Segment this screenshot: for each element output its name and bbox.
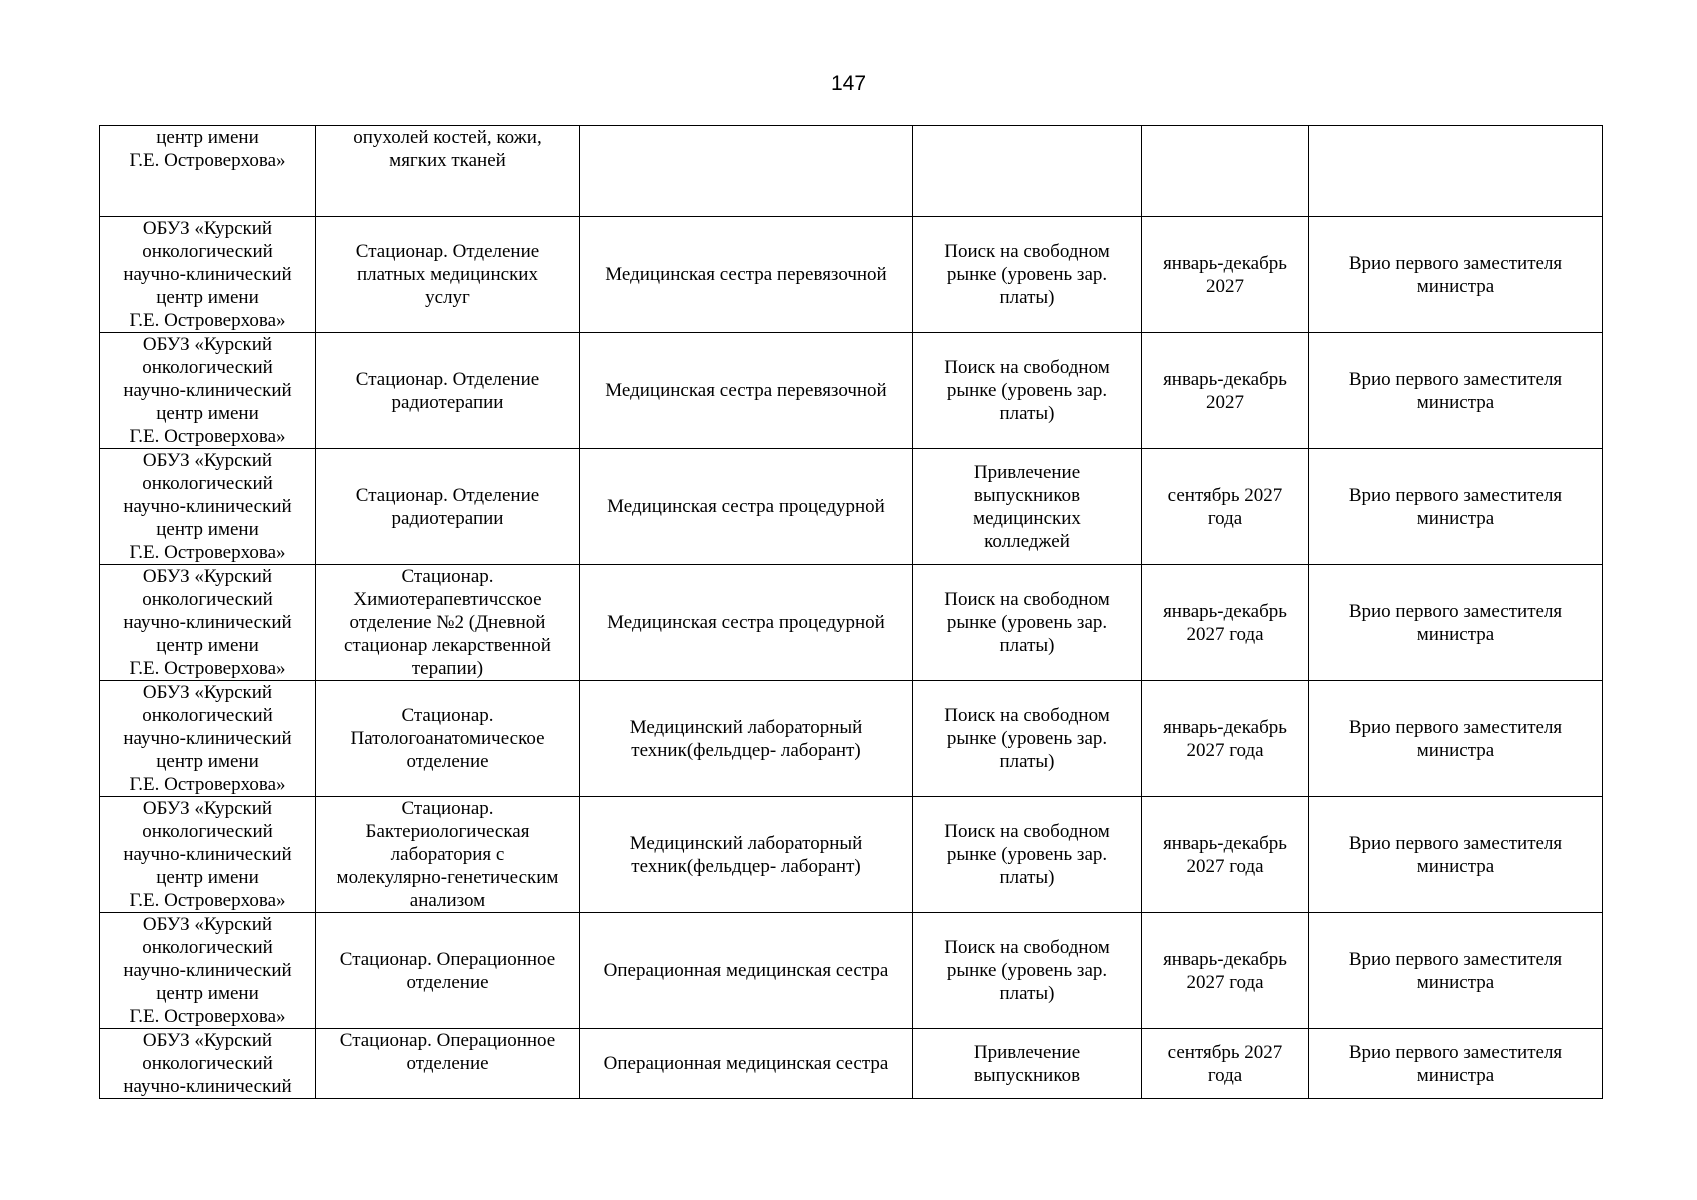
responsible-cell: Врио первого заместителя министра (1309, 217, 1603, 333)
responsible-cell (1309, 126, 1603, 217)
period-cell: январь-декабрь 2027 года (1142, 913, 1309, 1029)
organization-cell: ОБУЗ «Курский онкологический научно-клинический центр имени Г.Е. Островерхова» (100, 333, 316, 449)
responsible-cell: Врио первого заместителя министра (1309, 681, 1603, 797)
department-cell: опухолей костей, кожи, мягких тканей (316, 126, 580, 217)
organization-cell: ОБУЗ «Курский онкологический научно-клинический центр имени Г.Е. Островерхова» (100, 565, 316, 681)
position-cell: Медицинская сестра перевязочной (580, 333, 913, 449)
department-cell: Стационар. Операционное отделение (316, 913, 580, 1029)
table-row (100, 681, 1603, 797)
method-cell: Поиск на свободном рынке (уровень зар. платы) (913, 681, 1142, 797)
period-cell: январь-декабрь 2027 года (1142, 797, 1309, 913)
method-cell (913, 126, 1142, 217)
position-cell: Медицинская сестра процедурной (580, 565, 913, 681)
position-cell: Операционная медицинская сестра (580, 913, 913, 1029)
responsible-cell: Врио первого заместителя министра (1309, 565, 1603, 681)
responsible-cell: Врио первого заместителя министра (1309, 913, 1603, 1029)
method-cell: Поиск на свободном рынке (уровень зар. платы) (913, 333, 1142, 449)
staffing-table (99, 125, 1603, 1099)
table-row (100, 333, 1603, 449)
table-row (100, 217, 1603, 333)
period-cell: сентябрь 2027 года (1142, 449, 1309, 565)
method-cell: Поиск на свободном рынке (уровень зар. платы) (913, 797, 1142, 913)
organization-cell: ОБУЗ «Курский онкологический научно-клинический (100, 1029, 316, 1099)
method-cell: Привлечение выпускников (913, 1029, 1142, 1099)
position-cell: Операционная медицинская сестра (580, 1029, 913, 1099)
department-cell: Стационар. Отделение радиотерапии (316, 333, 580, 449)
method-cell: Поиск на свободном рынке (уровень зар. платы) (913, 913, 1142, 1029)
department-cell: Стационар. Операционное отделение (316, 1029, 580, 1099)
table-row (100, 126, 1603, 217)
organization-cell: ОБУЗ «Курский онкологический научно-клинический центр имени Г.Е. Островерхова» (100, 797, 316, 913)
table-row (100, 913, 1603, 1029)
department-cell: Стационар. Химиотерапевтичсское отделение №2 (Дневной стационар лекарственной терапии) (316, 565, 580, 681)
responsible-cell: Врио первого заместителя министра (1309, 333, 1603, 449)
method-cell: Поиск на свободном рынке (уровень зар. платы) (913, 217, 1142, 333)
organization-cell: ОБУЗ «Курский онкологический научно-клинический центр имени Г.Е. Островерхова» (100, 217, 316, 333)
position-cell: Медицинская сестра процедурной (580, 449, 913, 565)
period-cell: январь-декабрь 2027 года (1142, 565, 1309, 681)
period-cell: январь-декабрь 2027 (1142, 333, 1309, 449)
position-cell: Медицинский лабораторный техник(фельдцер- лаборант) (580, 797, 913, 913)
responsible-cell: Врио первого заместителя министра (1309, 1029, 1603, 1099)
period-cell (1142, 126, 1309, 217)
department-cell: Стационар. Патологоанатомическое отделение (316, 681, 580, 797)
organization-cell: ОБУЗ «Курский онкологический научно-клинический центр имени Г.Е. Островерхова» (100, 681, 316, 797)
period-cell: январь-декабрь 2027 (1142, 217, 1309, 333)
organization-cell: ОБУЗ «Курский онкологический научно-клинический центр имени Г.Е. Островерхова» (100, 449, 316, 565)
department-cell: Стационар. Бактериологическая лаборатория с молекулярно-генетическим анализом (316, 797, 580, 913)
responsible-cell: Врио первого заместителя министра (1309, 449, 1603, 565)
period-cell: январь-декабрь 2027 года (1142, 681, 1309, 797)
responsible-cell: Врио первого заместителя министра (1309, 797, 1603, 913)
page-number: 147 (830, 72, 867, 95)
table-row (100, 797, 1603, 913)
table-row (100, 449, 1603, 565)
organization-cell: центр имени Г.Е. Островерхова» (100, 126, 316, 217)
table-row (100, 565, 1603, 681)
department-cell: Стационар. Отделение платных медицинских услуг (316, 217, 580, 333)
department-cell: Стационар. Отделение радиотерапии (316, 449, 580, 565)
method-cell: Поиск на свободном рынке (уровень зар. платы) (913, 565, 1142, 681)
organization-cell: ОБУЗ «Курский онкологический научно-клинический центр имени Г.Е. Островерхова» (100, 913, 316, 1029)
table-row (100, 1029, 1603, 1099)
position-cell: Медицинский лабораторный техник(фельдцер- лаборант) (580, 681, 913, 797)
position-cell (580, 126, 913, 217)
method-cell: Привлечение выпускников медицинских колледжей (913, 449, 1142, 565)
position-cell: Медицинская сестра перевязочной (580, 217, 913, 333)
period-cell: сентябрь 2027 года (1142, 1029, 1309, 1099)
